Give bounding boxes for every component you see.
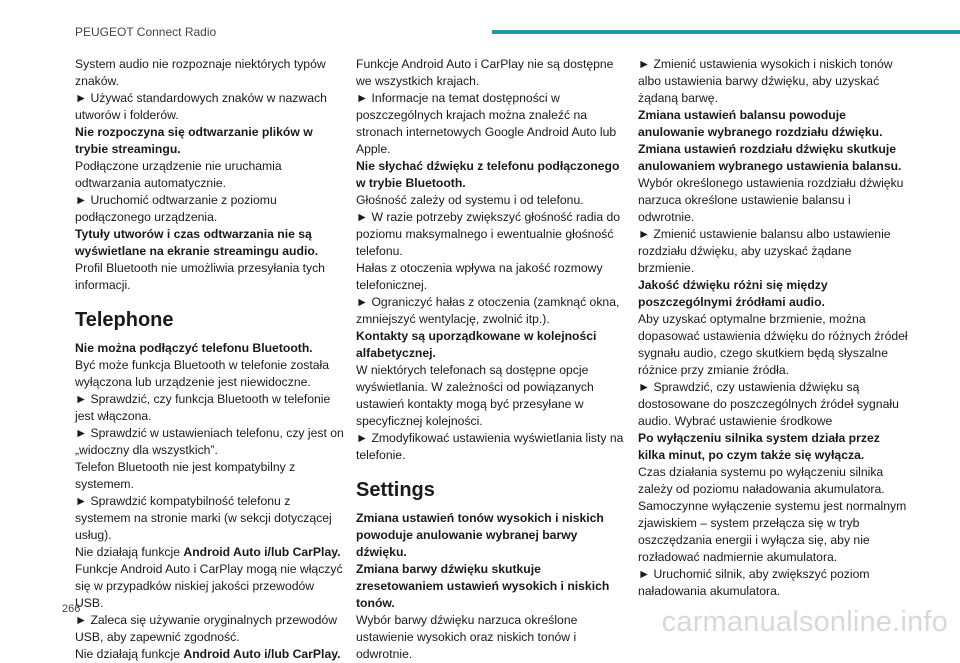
text-column-2 [356,56,626,663]
paragraph: Funkcje Android Auto i CarPlay nie są dostępne we wszystkich krajach. [356,57,614,88]
bold-subheading: Zmiana ustawień balansu powoduje anulowanie wybranego rozdziału dźwięku. [638,108,883,139]
paragraph-bold-text: Android Auto i/lub CarPlay. [183,647,341,661]
text-column-3 [638,56,908,600]
paragraph: Głośność zależy od systemu i od telefonu. [356,193,584,207]
paragraph: System audio nie rozpoznaje niektórych typów znaków. [75,57,326,88]
paragraph: Funkcje Android Auto i CarPlay mogą nie włączyć się w przypadków niskiej jakości przewodów USB. [75,562,343,610]
header-accent-bar [492,30,960,34]
paragraph: ► Sprawdzić, czy ustawienia dźwięku są dostosowane do poszczególnych źródeł sygnału audio. Wybrać ustawienie środkowe [638,380,899,428]
paragraph: ► Ograniczyć hałas z otoczenia (zamknąć okna, zmniejszyć wentylację, zwolnić itp.). [356,295,620,326]
paragraph: ► Uruchomić silnik, aby zwiększyć poziom naładowania akumulatora. [638,567,870,598]
paragraph: ► Zmienić ustawienia wysokich i niskich tonów albo ustawienia barwy dźwięku, aby uzyskać żądaną barwę. [638,57,893,105]
paragraph: Podłączone urządzenie nie uruchamia odtwarzania automatycznie. [75,159,282,190]
paragraph: Profil Bluetooth nie umożliwia przesyłania tych informacji. [75,261,325,292]
paragraph: Hałas z otoczenia wpływa na jakość rozmowy telefonicznej. [356,261,603,292]
paragraph: Aby uzyskać optymalne brzmienie, można dopasować ustawienia dźwięku do różnych źródeł sygnału audio, czego skutkiem będą słyszalne różnice przy zmianie źródła. [638,312,908,377]
paragraph: ► Uruchomić odtwarzanie z poziomu podłączonego urządzenia. [75,193,277,224]
paragraph [75,544,345,561]
paragraph: Telefon Bluetooth nie jest kompatybilny z systemem. [75,460,296,491]
bold-subheading: Nie słychać dźwięku z telefonu podłączonego w trybie Bluetooth. [356,159,620,190]
section-heading: Telephone [75,309,174,331]
paragraph-text: Nie działają funkcje [75,545,184,559]
paragraph: ► Zaleca się używanie oryginalnych przewodów USB, aby zapewnić zgodność. [75,613,338,644]
bold-subheading: Tytuły utworów i czas odtwarzania nie są wyświetlane na ekranie streamingu audio. [75,227,319,258]
paragraph: ► W razie potrzeby zwiększyć głośność radia do poziomu maksymalnego i ewentualnie głośność telefonu. [356,210,621,258]
bold-subheading: Nie można podłączyć telefonu Bluetooth. [75,341,313,355]
paragraph: ► Sprawdzić, czy funkcja Bluetooth w telefonie jest włączona. [75,392,331,423]
page-number: 266 [62,603,81,615]
paragraph: Wybór barwy dźwięku narzuca określone ustawienie wysokich oraz niskich tonów i odwrotnie. [356,613,578,661]
paragraph: Wybór określonego ustawienia rozdziału dźwięku narzuca określone ustawienie balansu i odwrotnie. [638,176,904,224]
paragraph: ► Zmienić ustawienie balansu albo ustawienie rozdziału dźwięku, aby uzyskać żądane brzmienie. [638,227,891,275]
watermark-text: carmanualsonline.info [661,606,948,638]
bold-subheading: Zmiana ustawień tonów wysokich i niskich powoduje anulowanie wybranej barwy dźwięku. [356,511,604,559]
bold-subheading: Kontakty są uporządkowane w kolejności alfabetycznej. [356,329,597,360]
text-column-1 [75,56,345,663]
paragraph: ► Sprawdzić kompatybilność telefonu z systemem na stronie marki (w sekcji dotyczącej usług). [75,494,332,542]
running-header-title: PEUGEOT Connect Radio [75,25,217,39]
bold-subheading: Jakość dźwięku różni się między poszczególnymi źródłami audio. [638,278,828,309]
paragraph [75,646,345,663]
paragraph: Być może funkcja Bluetooth w telefonie została wyłączona lub urządzenie jest niewidoczne. [75,358,330,389]
paragraph: ► Sprawdzić w ustawieniach telefonu, czy jest on „widoczny dla wszystkich”. [75,426,344,457]
bold-subheading: Zmiana barwy dźwięku skutkuje zresetowaniem ustawień wysokich i niskich tonów. [356,562,610,610]
bold-subheading: Po wyłączeniu silnika system działa przez kilka minut, po czym także się wyłącza. [638,431,880,462]
bold-subheading: Zmiana ustawień rozdziału dźwięku skutkuje anulowaniem wybranego ustawienia balansu. [638,142,902,173]
bold-subheading: Nie rozpoczyna się odtwarzanie plików w trybie streamingu. [75,125,313,156]
paragraph: ► Zmodyfikować ustawienia wyświetlania listy na telefonie. [356,431,624,462]
paragraph: Czas działania systemu po wyłączeniu silnika zależy od poziomu naładowania akumulatora. [638,465,885,496]
paragraph-text: Nie działają funkcje [75,647,184,661]
paragraph: W niektórych telefonach są dostępne opcje wyświetlania. W zależności od powiązanych ustawień kontakty mogą być przesyłane w specyficznej kolejności. [356,363,594,428]
paragraph: ► Używać standardowych znaków w nazwach utworów i folderów. [75,91,327,122]
section-heading: Settings [356,479,435,501]
paragraph-bold-text: Android Auto i/lub CarPlay. [183,545,341,559]
paragraph: ► Informacje na temat dostępności w poszczególnych krajach można znaleźć na stronach internetowych Google Android Auto lub Apple. [356,91,617,156]
paragraph: Samoczynne wyłączenie systemu jest normalnym zjawiskiem – system przełącza się w tryb oszczędzania energii i wyłącza się, aby nie rozładować nadmiernie akumulatora. [638,499,907,564]
